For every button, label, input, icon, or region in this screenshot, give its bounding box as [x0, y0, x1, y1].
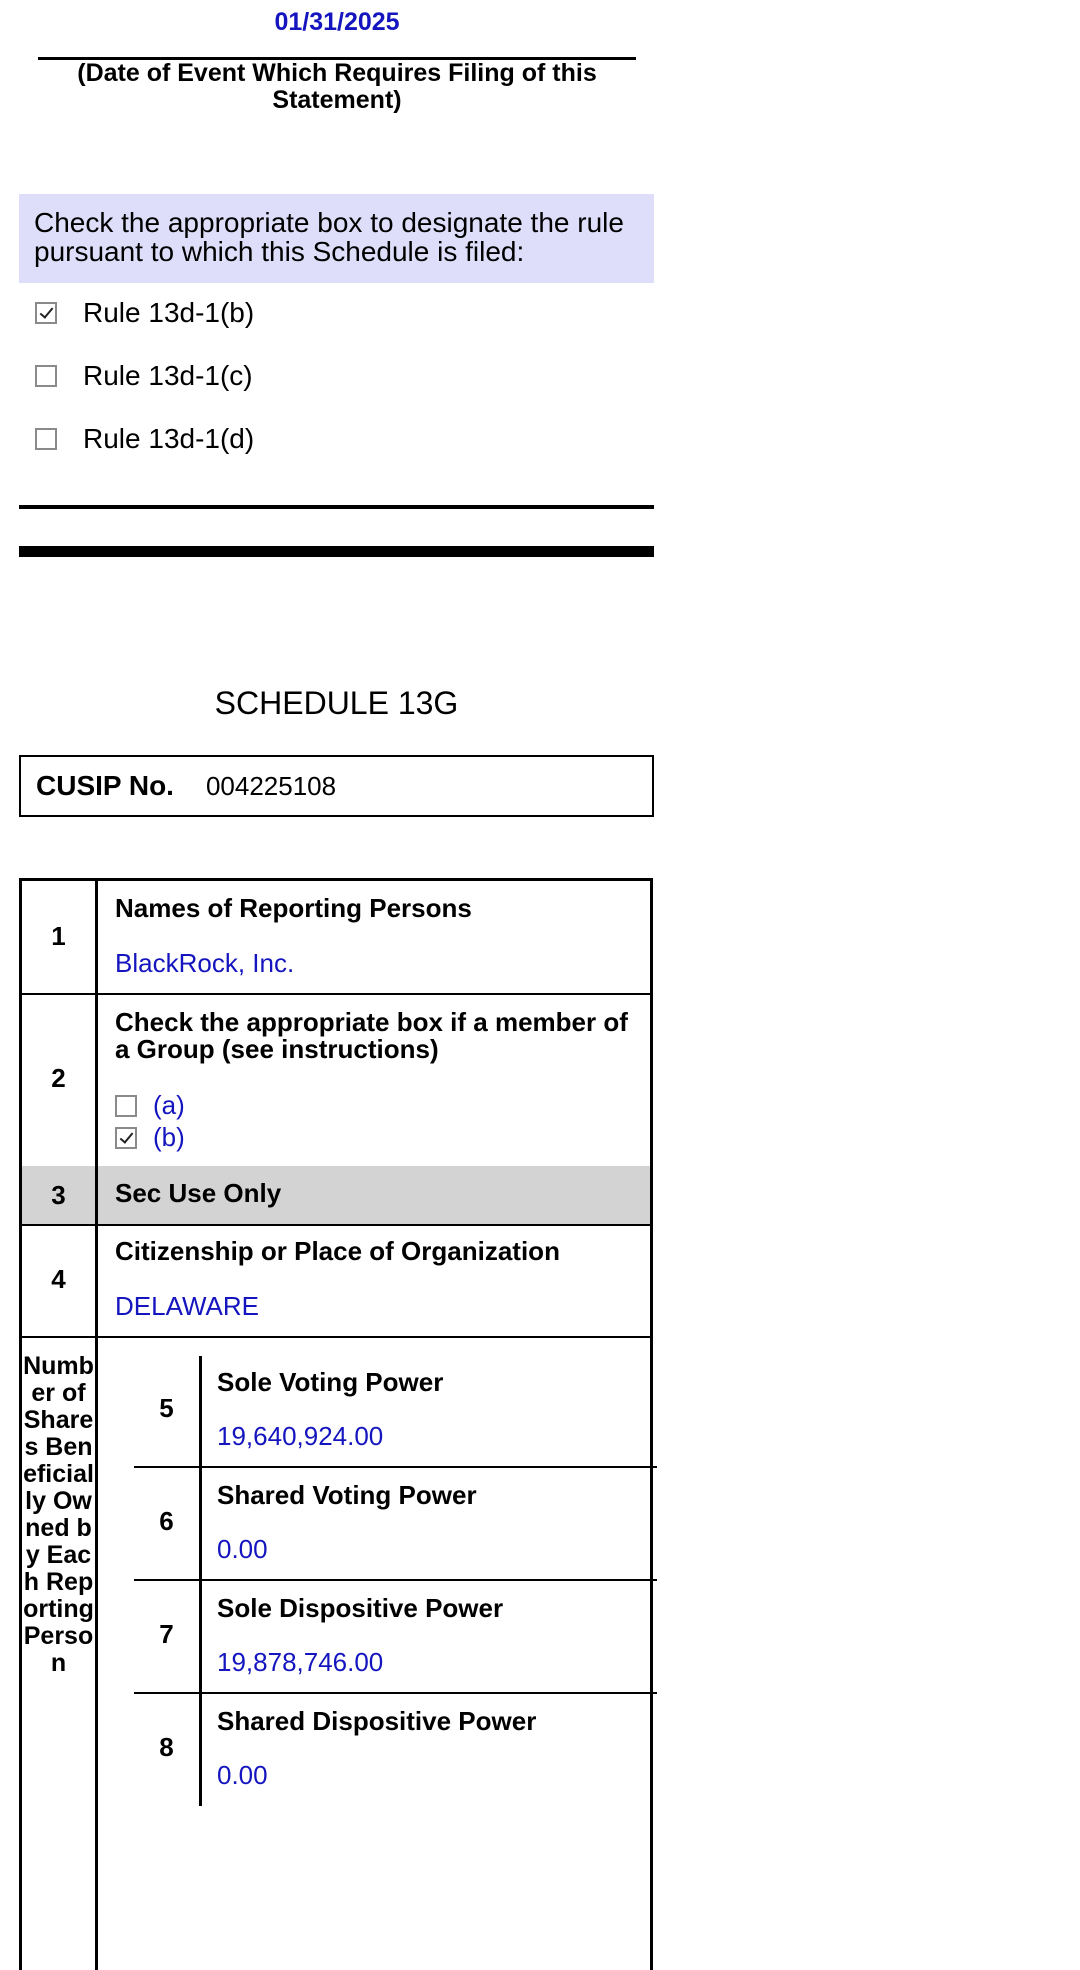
- schedule-title: SCHEDULE 13G: [214, 685, 459, 721]
- rule-option-13d-1c[interactable]: [35, 359, 253, 393]
- cusip-value: 004225108: [205, 770, 337, 801]
- row-4: [22, 1224, 650, 1338]
- reporting-table: [19, 878, 653, 1970]
- rule-prompt: Check the appropriate box to designate the rule pursuant to which this Schedule is filed:: [19, 194, 654, 283]
- row-number: 3: [51, 1180, 66, 1210]
- group-b-checkbox[interactable]: [115, 1127, 137, 1149]
- event-date-caption: (Date of Event Which Requires Filing of this Statement): [77, 59, 597, 114]
- row-3: [22, 1166, 650, 1226]
- column-separator: [95, 881, 98, 1970]
- thick-divider: [19, 546, 654, 557]
- event-date: 01/31/2025: [274, 8, 400, 36]
- item-number: 5: [159, 1393, 174, 1423]
- item-heading: Shared Voting Power: [217, 1480, 477, 1510]
- rule-13d-1d-checkbox[interactable]: [35, 428, 57, 450]
- reporting-person-name: BlackRock, Inc.: [115, 948, 295, 978]
- group-option-label: (b): [153, 1122, 185, 1152]
- cusip-box: [19, 755, 654, 817]
- item-heading: Shared Dispositive Power: [217, 1706, 537, 1736]
- rule-option-label: Rule 13d-1(b): [83, 297, 255, 328]
- rule-option-label: Rule 13d-1(c): [83, 360, 253, 391]
- row-heading: Citizenship or Place of Organization: [115, 1236, 560, 1266]
- item-heading: Sole Dispositive Power: [217, 1593, 504, 1623]
- divider: [19, 505, 654, 509]
- row-2: [22, 993, 650, 1168]
- rule-option-label: Rule 13d-1(d): [83, 423, 255, 454]
- item-number: 8: [159, 1732, 174, 1762]
- item-divider: [134, 1466, 657, 1468]
- item-number: 6: [159, 1506, 174, 1536]
- group-a-checkbox[interactable]: [115, 1095, 137, 1117]
- row-heading: Names of Reporting Persons: [115, 893, 472, 923]
- row-number: 4: [51, 1264, 66, 1294]
- item-divider: [134, 1579, 657, 1581]
- shared-voting-power-value: 0.00: [217, 1534, 268, 1564]
- citizenship-value: DELAWARE: [115, 1291, 259, 1321]
- shared-dispositive-power-value: 0.00: [217, 1760, 268, 1790]
- row-number: 2: [51, 1063, 66, 1093]
- rule-13d-1b-checkbox[interactable]: [35, 302, 57, 324]
- rule-option-13d-1d[interactable]: [35, 422, 254, 456]
- group-option-a[interactable]: [115, 1090, 185, 1121]
- sole-dispositive-power-value: 19,878,746.00: [217, 1647, 384, 1677]
- group-option-label: (a): [153, 1090, 185, 1120]
- row-heading: Check the appropriate box if a member of a Group (see instructions): [115, 1007, 628, 1064]
- sole-voting-power-value: 19,640,924.00: [217, 1421, 384, 1451]
- cusip-label: CUSIP No.: [36, 770, 174, 801]
- sub-column-separator: [199, 1356, 202, 1806]
- row-heading: Sec Use Only: [115, 1178, 282, 1208]
- shares-owned-label: Number of Shares Beneficially Owned by Each Reporting Person: [23, 1352, 94, 1677]
- item-divider: [134, 1692, 657, 1694]
- rule-13d-1c-checkbox[interactable]: [35, 365, 57, 387]
- item-heading: Sole Voting Power: [217, 1367, 444, 1397]
- row-number: 1: [51, 921, 66, 951]
- rule-option-13d-1b[interactable]: [35, 296, 254, 330]
- item-number: 7: [159, 1619, 174, 1649]
- group-option-b[interactable]: [115, 1122, 185, 1153]
- row-1: [22, 881, 650, 995]
